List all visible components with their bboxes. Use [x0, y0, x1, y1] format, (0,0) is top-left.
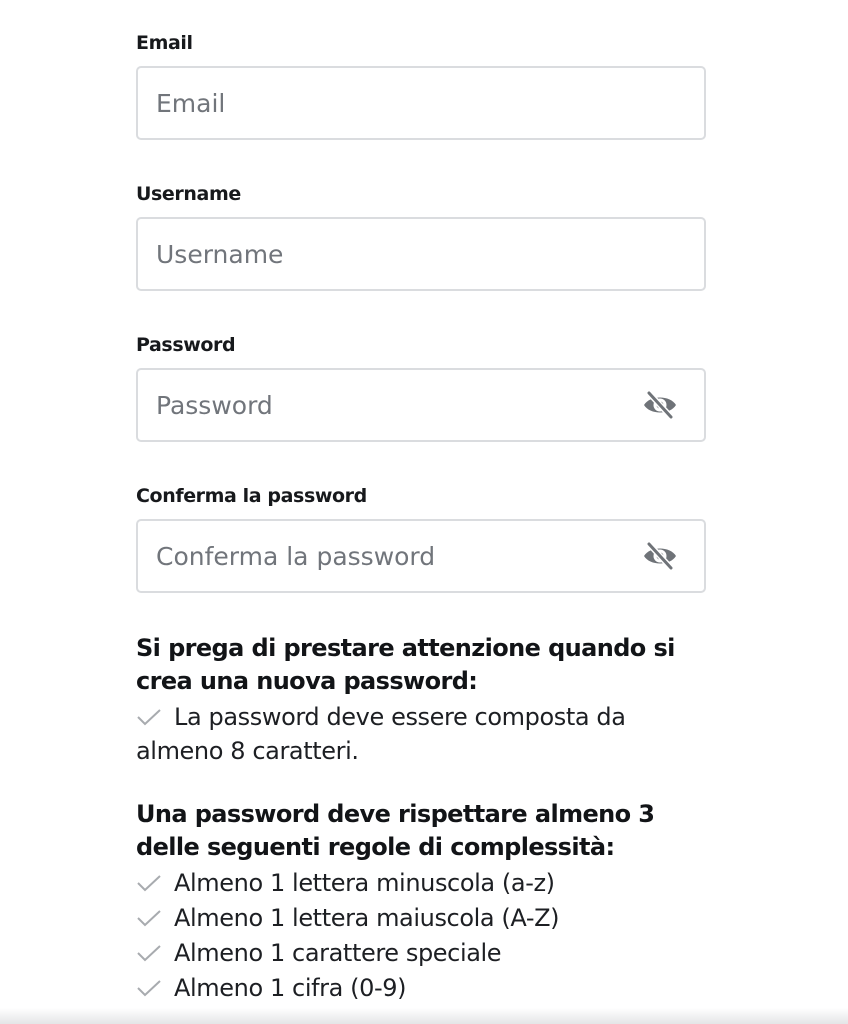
password-requirements	[136, 632, 706, 1006]
length-rule-text: La password deve essere composta da almeno 8 caratteri.	[136, 703, 626, 765]
email-field[interactable]	[138, 68, 704, 138]
confirm-password-field[interactable]	[138, 521, 704, 591]
eye-slash-icon	[641, 390, 679, 420]
bottom-scroll-fade	[0, 1008, 848, 1024]
complexity-rule-item	[136, 936, 706, 971]
checkmark-icon	[136, 909, 162, 927]
complexity-rule-item	[136, 901, 706, 936]
password-notice-heading: Si prega di prestare attenzione quando si crea una nuova password:	[136, 634, 675, 695]
checkmark-icon	[136, 944, 162, 962]
username-field[interactable]	[138, 219, 704, 289]
complexity-rules-list	[136, 866, 706, 1006]
complexity-rule-text: Almeno 1 lettera maiuscola (A-Z)	[174, 904, 560, 932]
password-field-container	[136, 368, 706, 442]
checkmark-icon	[136, 708, 162, 726]
complexity-rule-text: Almeno 1 carattere speciale	[174, 939, 502, 967]
toggle-password-visibility-button[interactable]	[640, 388, 680, 422]
checkmark-icon	[136, 874, 162, 892]
confirm-password-field-container	[136, 519, 706, 593]
length-rule	[136, 700, 706, 768]
complexity-rules-group	[136, 798, 706, 1006]
password-field[interactable]	[138, 370, 704, 440]
complexity-rule-text: Almeno 1 lettera minuscola (a-z)	[174, 869, 555, 897]
checkmark-icon	[136, 979, 162, 997]
eye-slash-icon	[641, 541, 679, 571]
confirm-password-label: Conferma la password	[136, 485, 367, 507]
email-label: Email	[136, 32, 193, 54]
complexity-heading: Una password deve rispettare almeno 3 delle seguenti regole di complessità:	[136, 800, 655, 861]
signup-form	[136, 28, 706, 632]
email-field-container	[136, 66, 706, 140]
password-label: Password	[136, 334, 236, 356]
username-field-container	[136, 217, 706, 291]
complexity-rule-item	[136, 866, 706, 901]
complexity-rule-item	[136, 971, 706, 1006]
username-label: Username	[136, 183, 241, 205]
complexity-rule-text: Almeno 1 cifra (0-9)	[174, 974, 407, 1002]
toggle-confirm-password-visibility-button[interactable]	[640, 539, 680, 573]
